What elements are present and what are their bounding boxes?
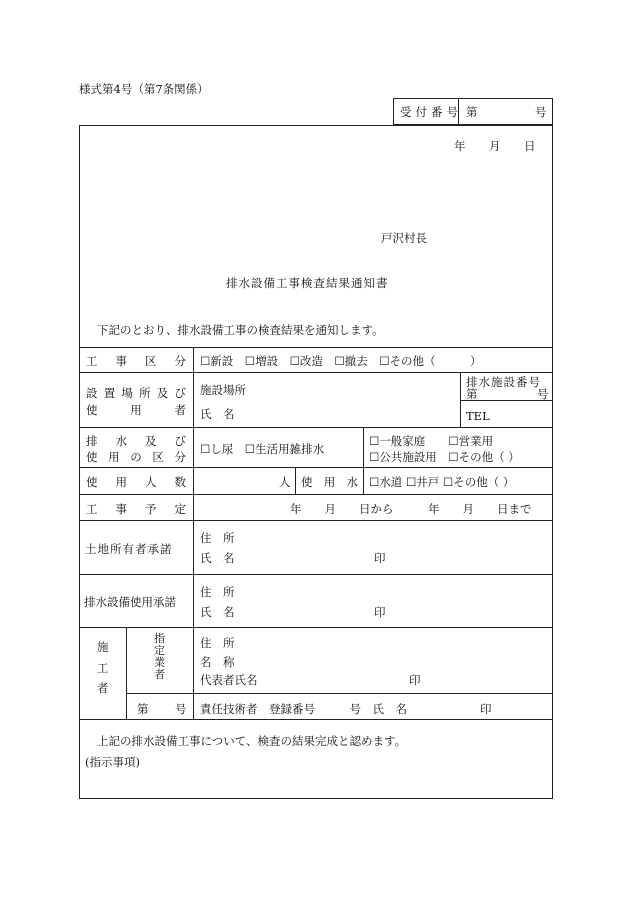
location-label-line2: 使 用 者 [86,403,186,417]
facility-number-suffix: 号 [537,387,549,401]
contractor-seal: 印 [409,673,421,687]
contractor-label: 施 工 者 [97,640,109,696]
instructions-label: (指示事項) [85,755,140,769]
water-options[interactable]: ☐水道 ☐井戸 ☐その他（ ） [369,475,515,489]
contractor-no-prefix: 第 [137,702,149,716]
contractor-no-suffix: 号 [175,702,187,716]
form-number: 様式第4号（第7条関係） [79,82,209,96]
drainage-label-line1: 排 水 及 び [86,434,186,448]
schedule-text[interactable]: 年 月 日から 年 月 日まで [290,502,532,516]
drain-use-label: 排水設備使用承諾 [84,595,176,609]
work-type-options[interactable]: ☐新設 ☐増設 ☐改造 ☐撤去 ☐その他（ ） [200,354,482,368]
engineer-text[interactable]: 責任技術者 登録番号 号 氏 名 [200,702,407,716]
contractor-name[interactable]: 名 称 [200,655,235,669]
receipt-label: 受付番号 [400,105,462,119]
landowner-label: 土地所有者承諾 [85,542,173,556]
completion-statement: 上記の排水設備工事について、検査の結果完成と認めます。 [97,734,407,748]
addressee: 戸沢村長 [381,231,427,245]
category-line2[interactable]: ☐公共施設用 ☐その他（ ） [369,450,520,464]
receipt-prefix: 第 [466,105,478,119]
engineer-seal: 印 [480,702,492,716]
location-place[interactable]: 施設場所 [200,383,246,397]
landowner-seal: 印 [374,551,386,565]
category-line1[interactable]: ☐一般家庭 ☐営業用 [369,434,494,448]
designated-label: 指 定 業 者 [154,632,165,682]
contractor-rep[interactable]: 代表者氏名 [200,673,258,687]
date-year: 年 [454,139,466,153]
landowner-name[interactable]: 氏 名 [200,551,235,565]
users-unit: 人 [279,475,291,489]
contractor-address[interactable]: 住 所 [200,636,235,650]
drain-use-name[interactable]: 氏 名 [200,605,235,619]
date-month: 月 [489,139,501,153]
work-type-label: 工 事 区 分 [86,354,186,368]
location-name[interactable]: 氏 名 [200,407,235,421]
drain-use-address[interactable]: 住 所 [200,585,235,599]
landowner-address[interactable]: 住 所 [200,531,235,545]
drainage-label-line2: 使 用 の 区 分 [86,450,186,464]
schedule-label: 工 事 予 定 [86,502,186,516]
water-label: 使 用 水 [301,475,358,489]
page-title: 排水設備工事検査結果通知書 [226,276,389,290]
location-label-line1: 設 置 場 所 及 び [86,386,186,400]
facility-number-prefix: 第 [466,387,478,401]
receipt-suffix: 号 [535,105,547,119]
users-label: 使 用 人 数 [86,475,186,489]
date-day: 日 [524,139,536,153]
intro-text: 下記のとおり、排水設備工事の検査結果を通知します。 [97,323,384,337]
drainage-options[interactable]: ☐し尿 ☐生活用雑排水 [200,442,325,456]
tel-label[interactable]: TEL [466,409,490,423]
drain-use-seal: 印 [374,605,386,619]
facility-number-label: 排水施設番号 [466,375,541,389]
